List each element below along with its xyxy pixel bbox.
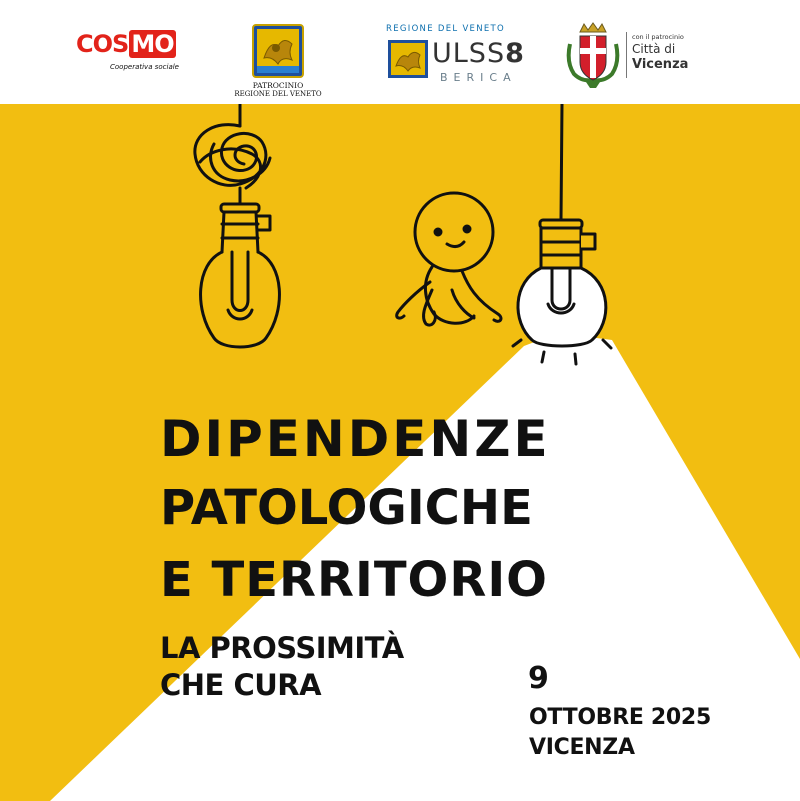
regione-veneto-logo	[226, 24, 330, 96]
veneto-region-label: REGIONE DEL VENETO	[234, 90, 322, 98]
city-crest-icon	[566, 22, 620, 90]
ulss-name: ULSS8	[432, 38, 525, 69]
veneto-patrocinio-label: PATROCINIO	[252, 81, 304, 90]
cosmo-subtitle: Cooperativa sociale	[110, 63, 179, 71]
vicenza-patrocinio-label: con il patrocinio	[632, 33, 684, 41]
citta-di-vicenza-logo	[566, 22, 706, 92]
subtitle-line-1: LA PROSSIMITÀ	[160, 631, 404, 665]
subtitle-line-2: CHE CURA	[160, 668, 322, 702]
winged-lion-icon	[252, 24, 304, 78]
ulss-berica-label: BERICA	[440, 71, 517, 84]
vicenza-city-name: Vicenza	[632, 57, 689, 72]
winged-lion-icon	[388, 40, 428, 78]
event-city: VICENZA	[529, 735, 635, 760]
cosmo-logo	[76, 26, 186, 78]
ulss-region-label: REGIONE DEL VENETO	[386, 24, 506, 34]
event-day: 9	[528, 661, 549, 696]
cosmo-wordmark: COS MO	[76, 30, 174, 58]
ulss8-logo	[384, 24, 525, 86]
vicenza-divider	[626, 32, 627, 78]
title-line-2: PATOLOGICHE	[160, 480, 533, 536]
vicenza-city-prefix: Città di	[632, 42, 676, 56]
event-month-year: OTTOBRE 2025	[529, 705, 711, 730]
title-line-3: E TERRITORIO	[160, 552, 548, 608]
sponsor-header	[0, 0, 800, 104]
title-line-1: DIPENDENZE	[160, 410, 551, 468]
